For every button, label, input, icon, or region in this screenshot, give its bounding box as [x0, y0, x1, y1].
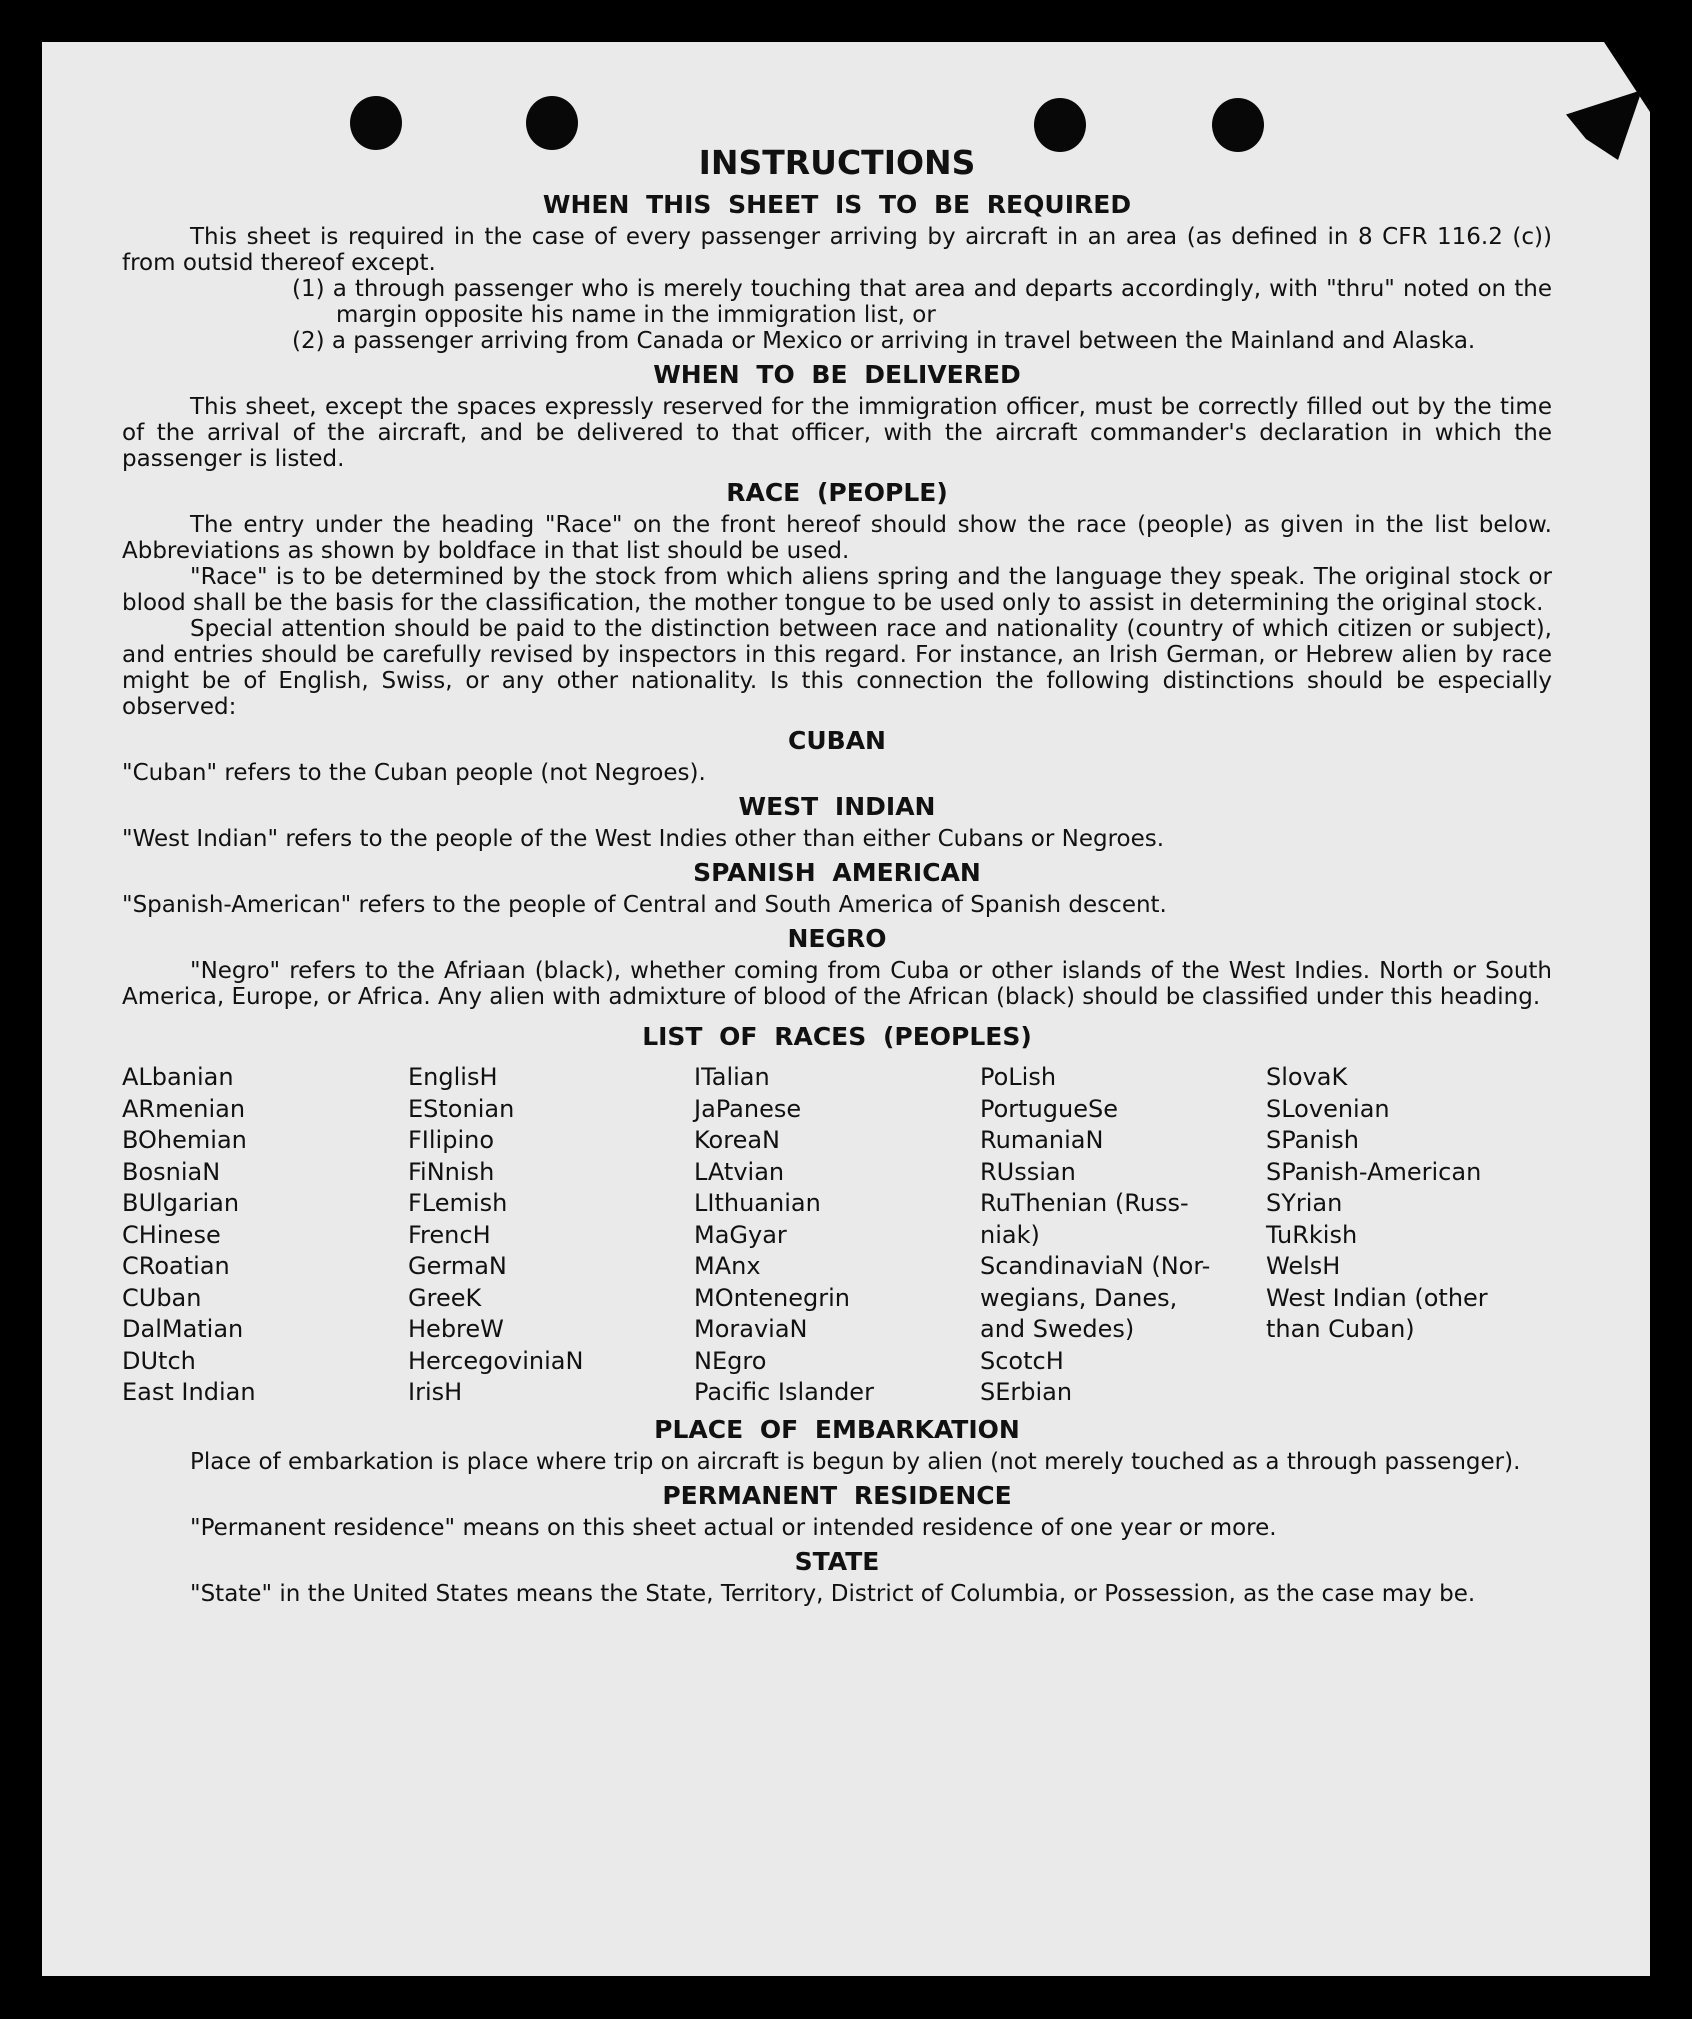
race-item: PoLish — [980, 1063, 1057, 1091]
heading-west-indian: WEST INDIAN — [738, 792, 936, 821]
race-list — [122, 1062, 1552, 1409]
heading-permanent-residence: PERMANENT RESIDENCE — [662, 1480, 1012, 1510]
heading-spanish-american: SPANISH AMERICAN — [693, 858, 981, 887]
cuban-text: "Cuban" refers to the Cuban people (not Negroes). — [122, 760, 706, 786]
race-item: SlovaK — [1266, 1063, 1348, 1091]
race-item: FrencH — [408, 1220, 491, 1249]
race-item: TuRkish — [1266, 1220, 1358, 1249]
race-item: East Indian — [122, 1378, 256, 1406]
heading-list-of-races: LIST OF RACES (PEOPLES) — [642, 1022, 1032, 1051]
heading-embarkation: PLACE OF EMBARKATION — [654, 1414, 1020, 1444]
heading-when-delivered: WHEN TO BE DELIVERED — [653, 360, 1021, 389]
race-item: CRoatian — [122, 1252, 230, 1280]
race-item: FIlipino — [408, 1126, 495, 1154]
required-paragraph: This sheet is required in the case of every passenger arriving by aircraft in an area (as defined in 8 CFR 116.2 (c)) from outsid thereof except. — [122, 224, 1552, 276]
race-column-5 — [1266, 1062, 1552, 1409]
race-item-continuation: than Cuban) — [1266, 1315, 1415, 1343]
page-title: INSTRUCTIONS — [698, 143, 976, 182]
race-item: WelsH — [1266, 1252, 1341, 1280]
race-item: FiNnish — [408, 1157, 495, 1186]
race-item: MoraviaN — [694, 1315, 808, 1343]
race-item: ARmenian — [122, 1094, 246, 1123]
race-item: SPanish — [1266, 1126, 1359, 1154]
race-item: ALbanian — [122, 1063, 234, 1091]
race-paragraph-3: Special attention should be paid to the distinction between race and nationality (country of which citizen or subject), and entries should be carefully revised by inspectors in this regard. For instance, an Irish German, or Hebrew alien by race might be of English, Swiss, or any other nationality. Is this connection the following distinctions should be especially observed: — [122, 616, 1552, 720]
race-item-continuation: niak) — [980, 1220, 1040, 1249]
race-item: LAtvian — [694, 1157, 785, 1186]
heading-race: RACE (PEOPLE) — [726, 478, 948, 507]
negro-text: "Negro" refers to the Afriaan (black), whether coming from Cuba or other islands of the West Indies. North or South America, Europe, or Africa. Any alien with admixture of blood of the African (black) should be classified under this heading. — [122, 958, 1552, 1010]
race-paragraph-1: The entry under the heading "Race" on the front hereof should show the race (people) as given in the list below. Abbreviations as shown by boldface in that list should be used. — [122, 512, 1552, 564]
race-item: BOhemian — [122, 1126, 247, 1154]
residence-text: "Permanent residence" means on this sheet actual or intended residence of one year or more. — [190, 1514, 1277, 1541]
race-item: CHinese — [122, 1220, 221, 1249]
race-item: ScotcH — [980, 1346, 1064, 1375]
race-item: DUtch — [122, 1346, 196, 1375]
state-text: "State" in the United States means the State, Territory, District of Columbia, or Possession, as the case may be. — [190, 1580, 1476, 1607]
race-item: GermaN — [408, 1252, 507, 1280]
race-item: ITalian — [694, 1063, 770, 1091]
race-column-3 — [694, 1062, 980, 1409]
race-column-2 — [408, 1062, 694, 1409]
race-item: GreeK — [408, 1283, 482, 1312]
race-item: ScandinaviaN (Nor- — [980, 1252, 1211, 1280]
heading-state: STATE — [794, 1546, 880, 1576]
race-item: SYrian — [1266, 1189, 1343, 1217]
embarkation-text: Place of embarkation is place where trip on aircraft is begun by alien (not merely touched as a through passenger). — [190, 1448, 1521, 1475]
race-item: BosniaN — [122, 1157, 221, 1186]
race-item-continuation: and Swedes) — [980, 1315, 1135, 1343]
race-item: DalMatian — [122, 1315, 244, 1343]
race-item: RumaniaN — [980, 1126, 1104, 1154]
race-item: BUlgarian — [122, 1189, 240, 1217]
race-item: FLemish — [408, 1189, 508, 1217]
instructions-body — [122, 142, 1552, 1607]
race-item: RUssian — [980, 1157, 1076, 1186]
race-item: MaGyar — [694, 1220, 787, 1249]
heading-cuban: CUBAN — [788, 726, 886, 755]
race-item: SErbian — [980, 1378, 1073, 1406]
west-indian-text: "West Indian" refers to the people of the West Indies other than either Cubans or Negroes. — [122, 826, 1165, 852]
exception-item-2: (2) a passenger arriving from Canada or Mexico or arriving in travel between the Mainland and Alaska. — [292, 328, 1476, 354]
race-item: EnglisH — [408, 1063, 498, 1091]
race-item: KoreaN — [694, 1126, 780, 1154]
heading-when-required: WHEN THIS SHEET IS TO BE REQUIRED — [542, 190, 1132, 219]
race-item: CUban — [122, 1283, 202, 1312]
race-item: Pacific Islander — [694, 1378, 874, 1406]
race-item: SLovenian — [1266, 1094, 1390, 1123]
delivered-paragraph: This sheet, except the spaces expressly reserved for the immigration officer, must be correctly filled out by the time of the arrival of the aircraft, and be delivered to that officer, with the aircraft commander's declaration in which the passenger is listed. — [122, 394, 1552, 472]
race-item: PortugueSe — [980, 1094, 1118, 1123]
race-item: MAnx — [694, 1252, 761, 1280]
race-column-1 — [122, 1062, 408, 1409]
race-item: EStonian — [408, 1094, 515, 1123]
race-item: HebreW — [408, 1315, 504, 1343]
race-item: MOntenegrin — [694, 1283, 850, 1312]
race-item: JaPanese — [694, 1094, 802, 1123]
spanish-american-text: "Spanish-American" refers to the people of Central and South America of Spanish descent. — [122, 892, 1167, 918]
race-item: IrisH — [408, 1378, 463, 1406]
race-item-continuation: wegians, Danes, — [980, 1283, 1178, 1312]
race-column-4 — [980, 1062, 1266, 1409]
race-item: SPanish-American — [1266, 1157, 1482, 1186]
heading-negro: NEGRO — [787, 924, 887, 953]
document-sheet — [42, 42, 1650, 1976]
race-item: RuThenian (Russ- — [980, 1189, 1189, 1217]
tear-mark — [1562, 90, 1642, 160]
exception-item-1: (1) a through passenger who is merely touching that area and departs accordingly, with "thru" noted on the margin opposite his name in the immigration list, or — [292, 276, 1552, 328]
race-item: West Indian (other — [1266, 1283, 1488, 1312]
race-item: NEgro — [694, 1346, 767, 1375]
race-paragraph-2: "Race" is to be determined by the stock from which aliens spring and the language they speak. The original stock or blood shall be the basis for the classification, the mother tongue to be used only to assist in determining the original stock. — [122, 564, 1552, 616]
race-item: LIthuanian — [694, 1189, 821, 1217]
race-item: HercegoviniaN — [408, 1346, 584, 1375]
